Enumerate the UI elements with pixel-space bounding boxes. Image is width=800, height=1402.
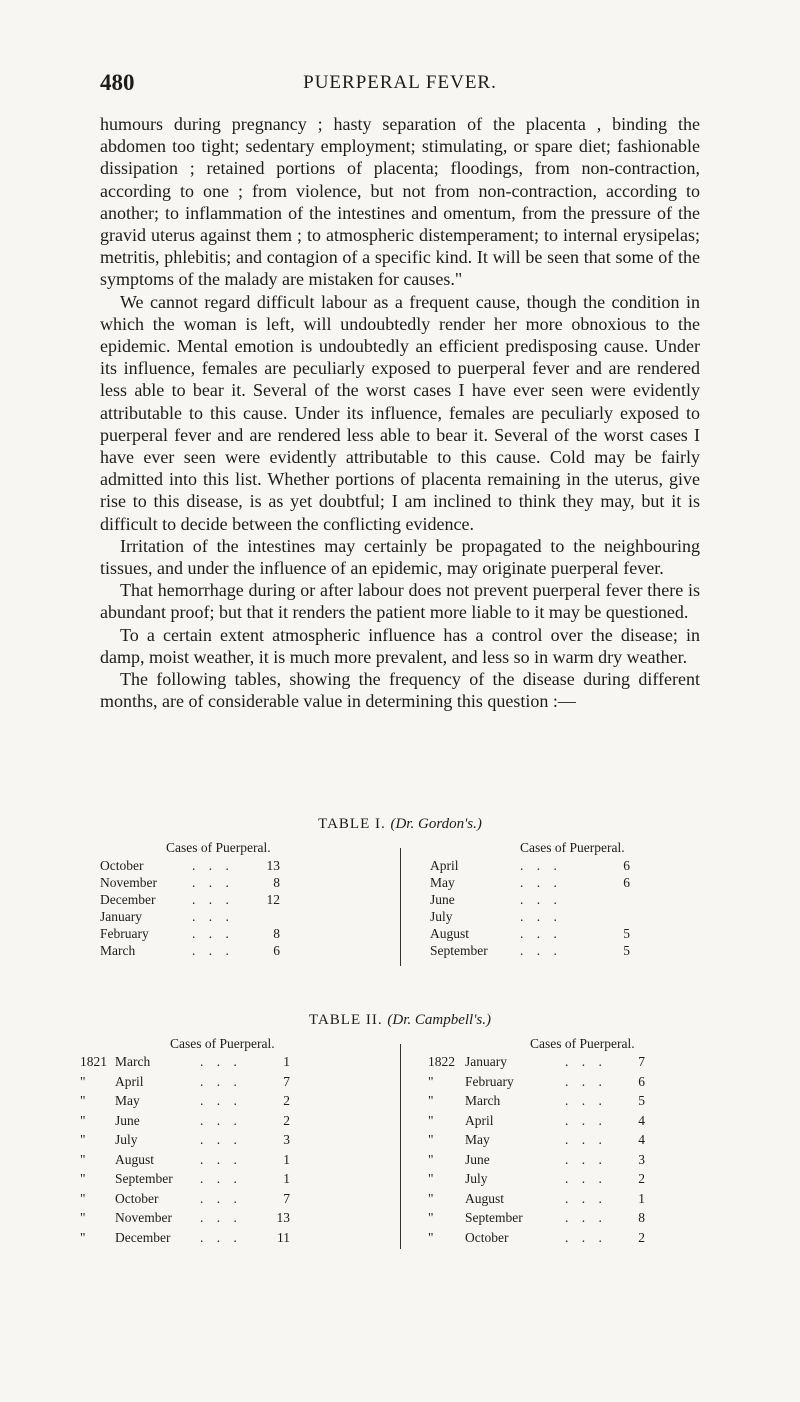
year-label: "	[80, 1151, 86, 1167]
case-count: 2	[638, 1229, 645, 1245]
case-count: 6	[623, 858, 630, 873]
leader-dots: . . .	[565, 1229, 607, 1245]
leader-dots: . . .	[200, 1210, 242, 1225]
leader-dots: . . .	[200, 1229, 242, 1245]
leader-dots: . . .	[565, 1093, 607, 1108]
month-label: September	[430, 943, 488, 958]
year-label: "	[428, 1151, 434, 1167]
paragraph: We cannot regard difficult labour as a frequent cause, though the condition in which the woman is left, will undoubtedly render her more obnoxious to the epidemic. Mental emotion is undoubtedly an efficient predisposing cause. Under its influence, females are peculiarly exposed to puerperal fever and are rendered less able to bear it. Several of the worst cases I have ever seen were evidently attributable to this cause. Under its influence, females are peculiarly exposed to puerperal fever and are rendered less able to bear it. Several of the worst cases I have ever seen were evidently attributable to this cause. Cold may be fairly admitted into this list. Whether portions of placenta remaining in the uterus, give rise to this disease, is as yet doubtful; I am inclined to think they may, but it is difficult to decide between the conflicting evidence.	[100, 291, 700, 534]
month-label: August	[465, 1190, 505, 1206]
month-label: March	[100, 943, 136, 958]
month-label: September	[465, 1210, 523, 1225]
case-count: 13	[276, 1210, 290, 1225]
month-label: August	[115, 1151, 155, 1167]
table-row	[100, 1152, 700, 1168]
year-label: 1822	[428, 1054, 455, 1069]
year-label: "	[80, 1210, 86, 1225]
year-label: "	[80, 1112, 86, 1128]
month-label: February	[465, 1073, 514, 1089]
leader-dots: . . .	[192, 892, 234, 907]
month-label: August	[430, 926, 470, 941]
case-count: 8	[273, 875, 280, 890]
case-count: 5	[623, 943, 630, 958]
table-row	[100, 1171, 700, 1187]
month-label: March	[115, 1054, 151, 1069]
leader-dots: . . .	[565, 1171, 607, 1186]
table-2-reference: (Dr. Campbell's.)	[387, 1012, 491, 1028]
table-2-label: TABLE II.	[309, 1012, 383, 1028]
case-count: 1	[638, 1190, 645, 1206]
leader-dots: . . .	[200, 1190, 242, 1206]
leader-dots: . . .	[520, 875, 562, 890]
year-label: "	[80, 1229, 86, 1245]
month-label: October	[115, 1190, 159, 1206]
table-row	[100, 1132, 700, 1148]
table-row	[100, 1210, 700, 1226]
case-count: 8	[638, 1210, 645, 1225]
case-count: 2	[283, 1112, 290, 1128]
year-label: "	[428, 1171, 434, 1186]
case-count: 1	[283, 1171, 290, 1186]
table-row	[100, 926, 700, 942]
leader-dots: . . .	[200, 1112, 242, 1128]
year-label: "	[428, 1073, 434, 1089]
leader-dots: . . .	[200, 1132, 242, 1147]
year-label: "	[80, 1093, 86, 1108]
case-count: 12	[266, 892, 280, 907]
month-label: May	[465, 1132, 490, 1147]
leader-dots: . . .	[192, 909, 234, 924]
leader-dots: . . .	[565, 1054, 607, 1069]
leader-dots: . . .	[565, 1112, 607, 1128]
table-row	[100, 858, 700, 874]
table-row	[100, 875, 700, 891]
year-label: 1821	[80, 1054, 107, 1069]
year-label: "	[428, 1190, 434, 1206]
table-row	[100, 1113, 700, 1129]
year-label: "	[428, 1210, 434, 1225]
month-label: April	[430, 858, 459, 873]
month-label: March	[465, 1093, 501, 1108]
leader-dots: . . .	[520, 943, 562, 958]
leader-dots: . . .	[565, 1190, 607, 1206]
year-label: "	[80, 1073, 86, 1089]
month-label: June	[115, 1112, 140, 1128]
leader-dots: . . .	[520, 858, 562, 873]
paragraph: That hemorrhage during or after labour does not prevent puerperal fever there is abundant proof; but that it renders the patient more liable to it may be questioned.	[100, 580, 700, 623]
leader-dots: . . .	[200, 1073, 242, 1089]
leader-dots: . . .	[192, 875, 234, 890]
leader-dots: . . .	[565, 1073, 607, 1089]
month-label: June	[430, 892, 455, 907]
leader-dots: . . .	[192, 926, 234, 941]
month-label: October	[100, 858, 144, 873]
leader-dots: . . .	[520, 926, 562, 941]
month-label: July	[115, 1132, 138, 1147]
month-label: December	[115, 1229, 171, 1245]
month-label: July	[465, 1171, 488, 1186]
month-label: November	[115, 1210, 172, 1225]
year-label: "	[428, 1132, 434, 1147]
table-1	[100, 840, 700, 970]
month-label: July	[430, 909, 453, 924]
month-label: April	[115, 1073, 144, 1089]
paragraph: To a certain extent atmospheric influence has a control over the disease; in damp, moist weather, it is much more prevalent, and less so in warm dry weather.	[100, 624, 700, 667]
case-count: 6	[623, 875, 630, 890]
month-label: April	[465, 1112, 494, 1128]
case-count: 4	[638, 1132, 645, 1147]
case-count: 2	[283, 1093, 290, 1108]
leader-dots: . . .	[565, 1210, 607, 1225]
table-row	[100, 943, 700, 959]
month-label: January	[100, 909, 142, 924]
paragraph: Irritation of the intestines may certainly be propagated to the neighbouring tissues, and under the influence of an epidemic, may originate puerperal fever.	[100, 535, 700, 579]
case-count: 3	[283, 1132, 290, 1147]
month-label: May	[430, 875, 455, 890]
year-label: "	[80, 1171, 86, 1186]
leader-dots: . . .	[200, 1151, 242, 1167]
paragraph: The following tables, showing the frequency of the disease during different months, are of considerable value in determining this question :—	[100, 669, 700, 712]
page-number: 480	[100, 70, 135, 95]
table-row	[100, 1054, 700, 1070]
table-2-left-column-header: Cases of Puerperal.	[170, 1036, 275, 1051]
case-count: 11	[277, 1229, 290, 1245]
month-label: January	[465, 1054, 507, 1069]
case-count: 1	[283, 1054, 290, 1069]
table-row	[100, 1074, 700, 1090]
case-count: 5	[623, 926, 630, 941]
body-text	[100, 113, 700, 712]
year-label: "	[80, 1132, 86, 1147]
case-count: 2	[638, 1171, 645, 1186]
case-count: 5	[638, 1093, 645, 1108]
month-label: December	[100, 892, 156, 907]
table-1-reference: (Dr. Gordon's.)	[390, 816, 482, 832]
month-label: October	[465, 1229, 509, 1245]
page-header	[100, 70, 700, 100]
month-label: May	[115, 1093, 140, 1108]
table-1-right-column-header: Cases of Puerperal.	[520, 840, 625, 855]
leader-dots: . . .	[565, 1132, 607, 1147]
leader-dots: . . .	[192, 858, 234, 873]
leader-dots: . . .	[565, 1151, 607, 1167]
table-1-left-column-header: Cases of Puerperal.	[166, 840, 271, 855]
leader-dots: . . .	[200, 1093, 242, 1108]
paragraph: humours during pregnancy ; hasty separation of the placenta , binding the abdomen too tight; sedentary employment; stimulating, or spare diet; fashionable dissipation ; retained portions of placenta; floodings, from non-contraction, according to one ; from violence, but not from non-contraction, according to another; to inflammation of the intestines and omentum, from the pressure of the gravid uterus against them ; to atmospheric distemperament; to internal erysipelas; metritis, phlebitis; and contagion of a specific kind. It will be seen that some of the symptoms of the malady are mistaken for causes."	[100, 114, 700, 290]
case-count: 8	[273, 926, 280, 941]
leader-dots: . . .	[200, 1171, 242, 1186]
table-row	[100, 1093, 700, 1109]
case-count: 1	[283, 1151, 290, 1167]
table-2	[80, 1036, 700, 1251]
case-count: 7	[283, 1073, 290, 1089]
table-1-label: TABLE I.	[318, 816, 386, 832]
case-count: 4	[638, 1112, 645, 1128]
case-count: 3	[638, 1151, 645, 1167]
year-label: "	[80, 1190, 86, 1206]
case-count: 6	[273, 943, 280, 958]
table-row	[100, 1191, 700, 1207]
table-1-title	[100, 816, 700, 833]
month-label: November	[100, 875, 157, 890]
case-count: 13	[266, 858, 280, 873]
case-count: 7	[638, 1054, 645, 1069]
case-count: 6	[638, 1073, 645, 1089]
leader-dots: . . .	[520, 909, 562, 924]
case-count: 7	[283, 1190, 290, 1206]
table-2-right-column-header: Cases of Puerperal.	[530, 1036, 635, 1051]
year-label: "	[428, 1112, 434, 1128]
month-label: June	[465, 1151, 490, 1167]
table-row	[100, 892, 700, 908]
table-row	[100, 909, 700, 925]
leader-dots: . . .	[192, 943, 234, 958]
year-label: "	[428, 1093, 434, 1108]
table-2-title	[100, 1012, 700, 1029]
running-head: PUERPERAL FEVER.	[303, 72, 497, 93]
month-label: February	[100, 926, 149, 941]
month-label: September	[115, 1171, 173, 1186]
year-label: "	[428, 1229, 434, 1245]
leader-dots: . . .	[520, 892, 562, 907]
leader-dots: . . .	[200, 1054, 242, 1069]
table-row	[100, 1230, 700, 1246]
